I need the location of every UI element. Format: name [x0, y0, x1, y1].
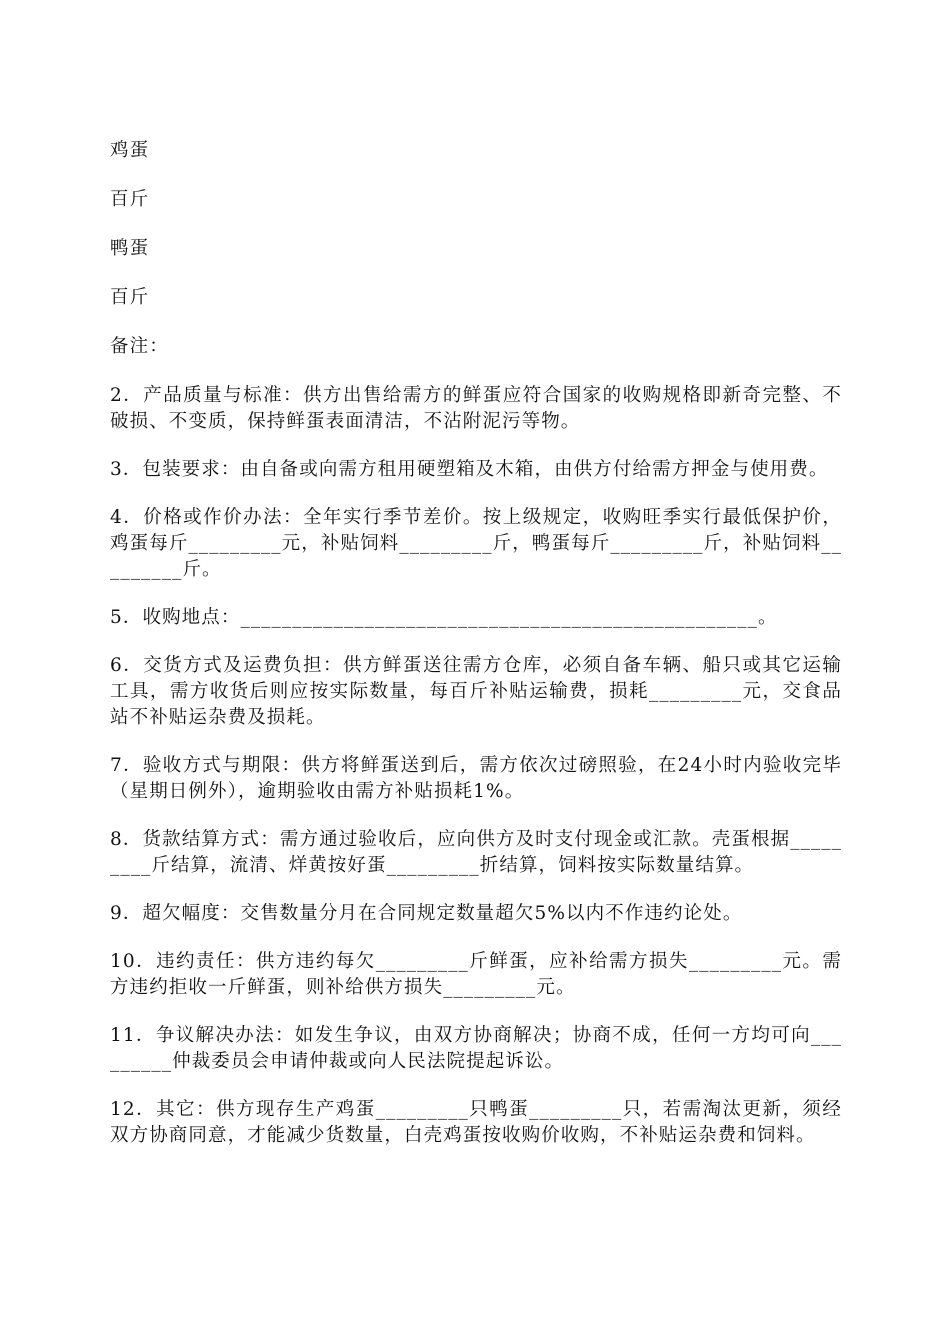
unit-hundred-jin-1: 百斤 [110, 189, 150, 210]
clause-quality-standard: 2．产品质量与标准：供方出售给需方的鲜蛋应符合国家的收购规格即新奇完整、不破损、不变质，保持鲜蛋表面清洁，不沾附泥污等物。 [110, 385, 842, 432]
clause-inspection: 7．验收方式与期限：供方将鲜蛋送到后，需方依次过磅照验，在24小时内验收完毕（星期日例外），逾期验收由需方补贴损耗1%。 [110, 755, 842, 802]
document-page [110, 138, 842, 1171]
clause-payment: 8．货款结算方式：需方通过验收后，应向供方及时支付现金或汇款。壳蛋根据_________斤结算，流清、烊黄按好蛋_________折结算，饲料按实际数量结算。 [110, 829, 842, 876]
clause-purchase-location: 5．收购地点：__________________________________________________。 [110, 607, 778, 628]
clause-delivery-freight: 6．交货方式及运费负担：供方鲜蛋送往需方仓库，必须自备车辆、船只或其它运输工具，需方收货后则应按实际数量，每百斤补贴运输费，损耗_________元，交食品站不补贴运杂费及损耗。 [110, 655, 842, 728]
clause-pricing: 4．价格或作价办法：全年实行季节差价。按上级规定，收购旺季实行最低保护价，鸡蛋每斤_________元，补贴饲料_________斤，鸭蛋每斤_________斤，补贴饲料_________斤。 [110, 507, 842, 580]
item-name-duck-egg: 鸭蛋 [110, 238, 150, 259]
clause-tolerance: 9．超欠幅度：交售数量分月在合同规定数量超欠5%以内不作违约论处。 [110, 903, 743, 924]
clause-packaging: 3．包装要求：由自备或向需方租用硬塑箱及木箱，由供方付给需方押金与使用费。 [110, 459, 829, 480]
clause-dispute: 11．争议解决办法：如发生争议，由双方协商解决；协商不成，任何一方均可向_________仲裁委员会申请仲裁或向人民法院提起诉讼。 [110, 1025, 842, 1072]
remarks-label: 备注： [110, 336, 169, 357]
clause-other: 12．其它：供方现存生产鸡蛋_________只鸭蛋_________只，若需淘汰更新，须经双方协商同意，才能减少货数量，白壳鸡蛋按收购价收购，不补贴运杂费和饲料。 [110, 1099, 842, 1146]
item-name-chicken-egg: 鸡蛋 [110, 140, 150, 161]
unit-hundred-jin-2: 百斤 [110, 287, 150, 308]
clause-liability: 10．违约责任：供方违约每欠_________斤鲜蛋，应补给需方损失_________元。需方违约拒收一斤鲜蛋，则补给供方损失_________元。 [110, 951, 842, 998]
